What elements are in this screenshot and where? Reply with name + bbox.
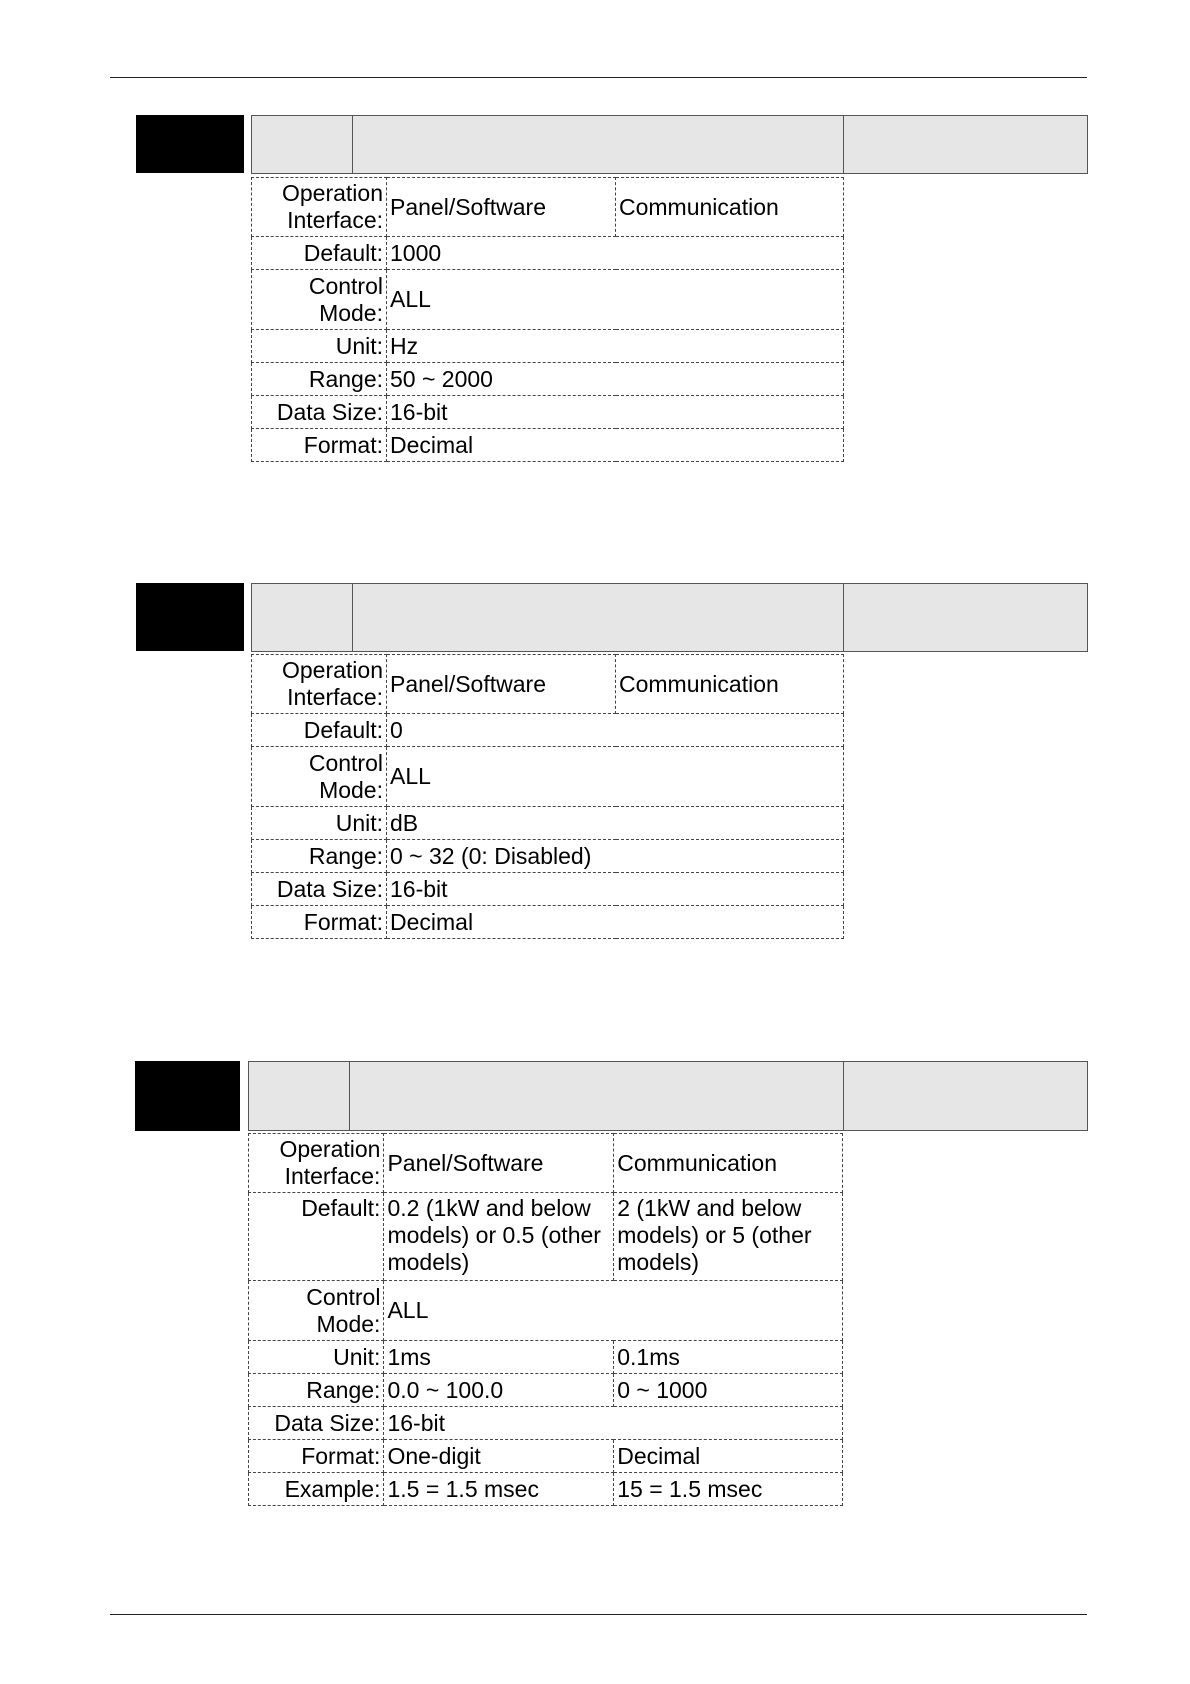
label-data-size: Data Size:: [249, 1407, 384, 1440]
parameter-spec-table: [251, 177, 844, 462]
page-header-rule: [110, 77, 1087, 78]
value-format: Decimal: [387, 429, 844, 462]
value-communication: Communication: [616, 178, 844, 237]
row-range: [249, 1374, 843, 1407]
value-control-mode: ALL: [384, 1281, 843, 1341]
label-unit: Unit:: [249, 1341, 384, 1374]
value-example-panel: 1.5 = 1.5 msec: [384, 1473, 614, 1506]
label-default: Default:: [252, 714, 387, 747]
row-default: [249, 1193, 843, 1281]
value-panel-software: Panel/Software: [387, 178, 616, 237]
row-unit: [252, 330, 844, 363]
value-default-panel: 0.2 (1kW and below models) or 0.5 (other models): [384, 1193, 614, 1281]
value-format: Decimal: [387, 906, 844, 939]
label-data-size: Data Size:: [252, 396, 387, 429]
value-communication: Communication: [614, 1134, 843, 1193]
row-data-size: [252, 396, 844, 429]
parameter-header-bar: [251, 583, 1088, 652]
value-example-communication: 15 = 1.5 msec: [614, 1473, 843, 1506]
header-cell-code: [249, 1062, 350, 1130]
row-default: [252, 237, 844, 270]
value-unit: Hz: [387, 330, 844, 363]
parameter-code-tag: [136, 115, 244, 173]
header-cell-code: [252, 584, 353, 651]
row-format: [252, 906, 844, 939]
header-cell-code: [252, 116, 353, 173]
parameter-header-bar: [251, 115, 1088, 174]
row-operation-interface: [252, 655, 844, 714]
label-unit: Unit:: [252, 330, 387, 363]
label-default: Default:: [252, 237, 387, 270]
value-panel-software: Panel/Software: [384, 1134, 614, 1193]
header-cell-name: [352, 584, 844, 651]
label-data-size: Data Size:: [252, 873, 387, 906]
row-default: [252, 714, 844, 747]
row-control-mode: [252, 747, 844, 807]
label-control-mode: Control Mode:: [249, 1281, 384, 1341]
value-range: 0 ~ 32 (0: Disabled): [387, 840, 844, 873]
row-data-size: [252, 873, 844, 906]
value-data-size: 16-bit: [384, 1407, 843, 1440]
parameter-code-tag: [135, 1061, 240, 1131]
label-format: Format:: [249, 1440, 384, 1473]
value-unit: dB: [387, 807, 844, 840]
row-control-mode: [249, 1281, 843, 1341]
header-cell-name: [352, 116, 844, 173]
row-control-mode: [252, 270, 844, 330]
value-data-size: 16-bit: [387, 396, 844, 429]
label-control-mode: Control Mode:: [252, 747, 387, 807]
value-format-panel: One-digit: [384, 1440, 614, 1473]
value-range: 50 ~ 2000: [387, 363, 844, 396]
label-operation-interface: Operation Interface:: [252, 655, 387, 714]
row-operation-interface: [252, 178, 844, 237]
label-example: Example:: [249, 1473, 384, 1506]
parameter-spec-table: [248, 1133, 843, 1506]
value-unit-communication: 0.1ms: [614, 1341, 843, 1374]
value-unit-panel: 1ms: [384, 1341, 614, 1374]
parameter-spec-table: [251, 654, 844, 939]
value-default-communication: 2 (1kW and below models) or 5 (other models): [614, 1193, 843, 1281]
header-cell-name: [349, 1062, 844, 1130]
row-format: [249, 1440, 843, 1473]
label-format: Format:: [252, 429, 387, 462]
label-default: Default:: [249, 1193, 384, 1281]
row-range: [252, 840, 844, 873]
row-example: [249, 1473, 843, 1506]
label-range: Range:: [249, 1374, 384, 1407]
label-operation-interface: Operation Interface:: [252, 178, 387, 237]
value-panel-software: Panel/Software: [387, 655, 616, 714]
label-format: Format:: [252, 906, 387, 939]
value-range-communication: 0 ~ 1000: [614, 1374, 843, 1407]
parameter-code-tag: [136, 583, 244, 651]
value-control-mode: ALL: [387, 270, 844, 330]
parameter-header-bar: [248, 1061, 1088, 1131]
value-communication: Communication: [616, 655, 844, 714]
label-control-mode: Control Mode:: [252, 270, 387, 330]
label-range: Range:: [252, 840, 387, 873]
value-default: 1000: [387, 237, 844, 270]
value-range-panel: 0.0 ~ 100.0: [384, 1374, 614, 1407]
value-data-size: 16-bit: [387, 873, 844, 906]
label-operation-interface: Operation Interface:: [249, 1134, 384, 1193]
value-control-mode: ALL: [387, 747, 844, 807]
row-data-size: [249, 1407, 843, 1440]
row-operation-interface: [249, 1134, 843, 1193]
row-format: [252, 429, 844, 462]
label-range: Range:: [252, 363, 387, 396]
page-footer-rule: [110, 1614, 1087, 1615]
row-range: [252, 363, 844, 396]
value-default: 0: [387, 714, 844, 747]
value-format-communication: Decimal: [614, 1440, 843, 1473]
row-unit: [252, 807, 844, 840]
row-unit: [249, 1341, 843, 1374]
label-unit: Unit:: [252, 807, 387, 840]
